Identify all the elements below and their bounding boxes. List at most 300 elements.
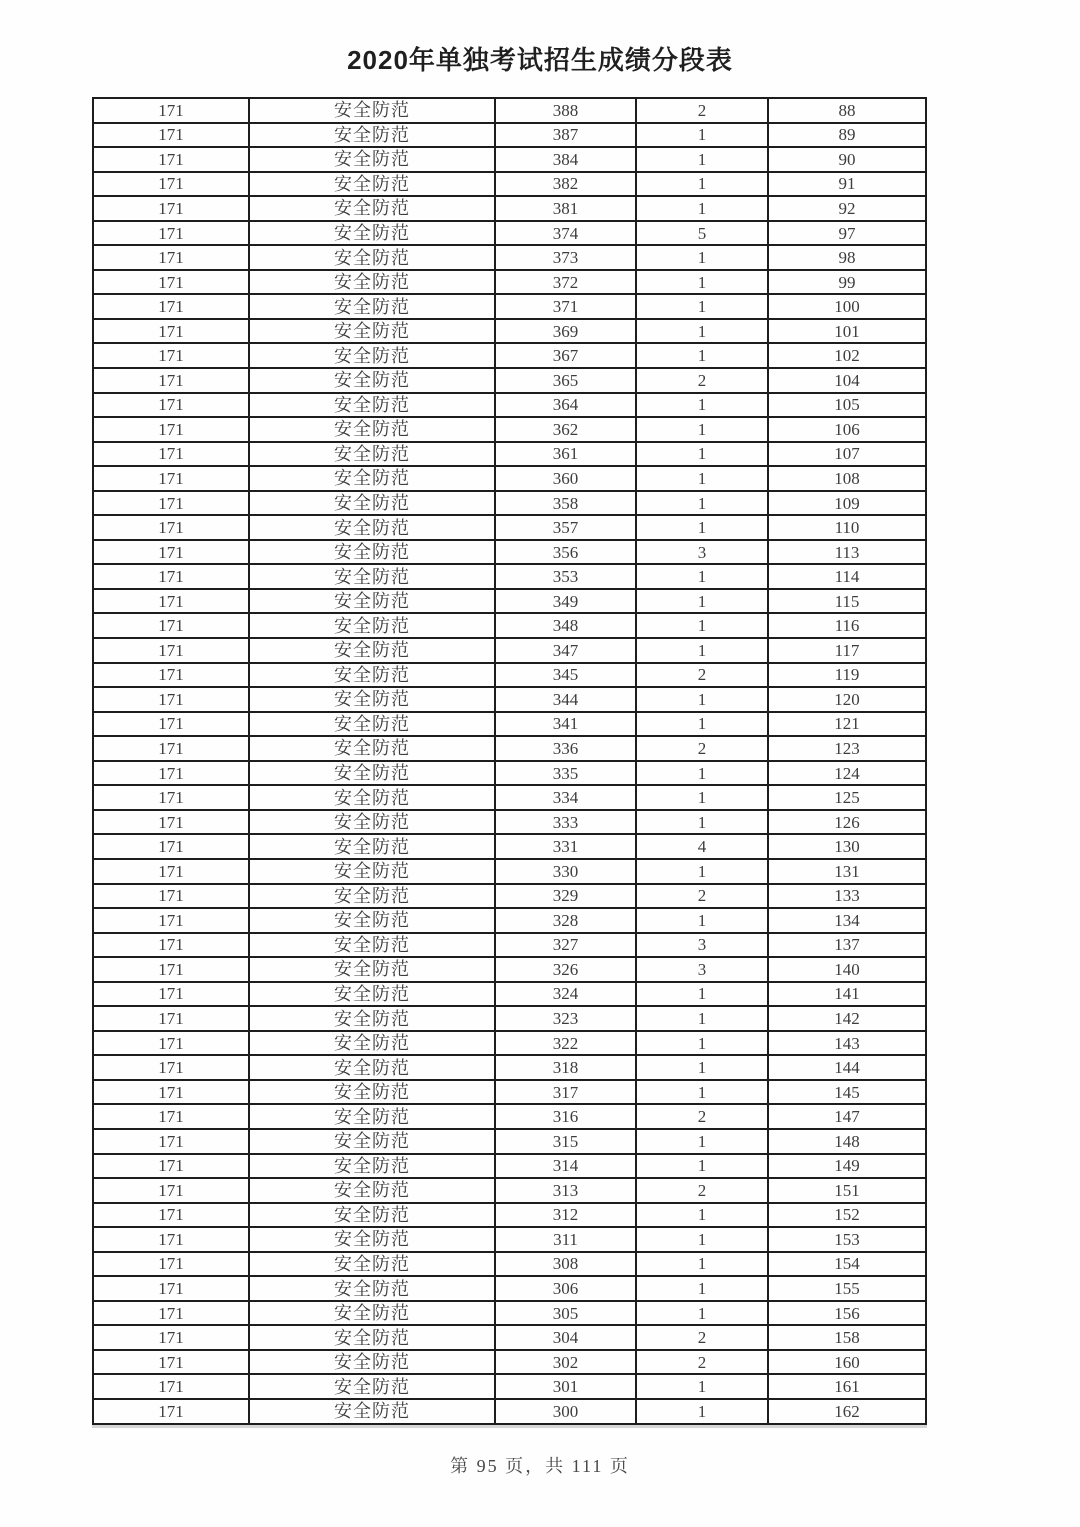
cell-code: 171	[93, 982, 249, 1007]
table-row	[93, 859, 926, 884]
cell-score: 331	[495, 834, 636, 859]
cell-cumulative: 89	[768, 123, 926, 148]
cell-major: 安全防范	[249, 933, 495, 958]
cell-cumulative: 97	[768, 221, 926, 246]
table-row	[93, 712, 926, 737]
cell-cumulative: 107	[768, 442, 926, 467]
cell-cumulative: 99	[768, 270, 926, 295]
cell-code: 171	[93, 687, 249, 712]
cell-cumulative: 153	[768, 1227, 926, 1252]
cell-code: 171	[93, 540, 249, 565]
cell-code: 171	[93, 1252, 249, 1277]
cell-code: 171	[93, 1374, 249, 1399]
cell-major: 安全防范	[249, 834, 495, 859]
cell-code: 171	[93, 294, 249, 319]
cell-score: 336	[495, 736, 636, 761]
cell-code: 171	[93, 1350, 249, 1375]
table-row	[93, 1276, 926, 1301]
cell-code: 171	[93, 933, 249, 958]
cell-major: 安全防范	[249, 1374, 495, 1399]
table-row	[93, 1374, 926, 1399]
cell-count: 1	[636, 147, 768, 172]
cell-major: 安全防范	[249, 908, 495, 933]
table-row	[93, 368, 926, 393]
cell-cumulative: 133	[768, 884, 926, 909]
cell-code: 171	[93, 589, 249, 614]
cell-code: 171	[93, 638, 249, 663]
cell-cumulative: 126	[768, 810, 926, 835]
cell-cumulative: 101	[768, 319, 926, 344]
cell-major: 安全防范	[249, 515, 495, 540]
cell-cumulative: 125	[768, 785, 926, 810]
cell-major: 安全防范	[249, 761, 495, 786]
cell-count: 1	[636, 1055, 768, 1080]
table-row	[93, 761, 926, 786]
cell-count: 1	[636, 638, 768, 663]
cell-score: 384	[495, 147, 636, 172]
cell-major: 安全防范	[249, 196, 495, 221]
cell-score: 344	[495, 687, 636, 712]
cell-major: 安全防范	[249, 638, 495, 663]
cell-count: 1	[636, 393, 768, 418]
cell-score: 371	[495, 294, 636, 319]
cell-score: 360	[495, 466, 636, 491]
cell-code: 171	[93, 319, 249, 344]
cell-count: 1	[636, 1227, 768, 1252]
table-row	[93, 515, 926, 540]
cell-count: 1	[636, 1301, 768, 1326]
cell-cumulative: 123	[768, 736, 926, 761]
cell-score: 361	[495, 442, 636, 467]
cell-cumulative: 88	[768, 98, 926, 123]
cell-count: 1	[636, 491, 768, 516]
cell-code: 171	[93, 1276, 249, 1301]
cell-cumulative: 131	[768, 859, 926, 884]
cell-count: 2	[636, 1325, 768, 1350]
table-row	[93, 417, 926, 442]
cell-score: 315	[495, 1129, 636, 1154]
cell-major: 安全防范	[249, 540, 495, 565]
table-row	[93, 687, 926, 712]
cell-major: 安全防范	[249, 687, 495, 712]
table-row	[93, 1325, 926, 1350]
table-row	[93, 319, 926, 344]
cell-score: 387	[495, 123, 636, 148]
table-row	[93, 1006, 926, 1031]
cell-count: 1	[636, 123, 768, 148]
cell-count: 1	[636, 1252, 768, 1277]
cell-code: 171	[93, 1203, 249, 1228]
cell-count: 1	[636, 1154, 768, 1179]
cell-score: 327	[495, 933, 636, 958]
cell-code: 171	[93, 1301, 249, 1326]
cell-code: 171	[93, 442, 249, 467]
cell-major: 安全防范	[249, 1203, 495, 1228]
cell-count: 2	[636, 98, 768, 123]
cell-score: 316	[495, 1104, 636, 1129]
cell-major: 安全防范	[249, 98, 495, 123]
cell-count: 1	[636, 712, 768, 737]
cell-count: 1	[636, 908, 768, 933]
cell-code: 171	[93, 515, 249, 540]
table-row	[93, 343, 926, 368]
cell-major: 安全防范	[249, 147, 495, 172]
cell-code: 171	[93, 343, 249, 368]
table-row	[93, 957, 926, 982]
cell-code: 171	[93, 147, 249, 172]
cell-score: 335	[495, 761, 636, 786]
cell-major: 安全防范	[249, 663, 495, 688]
cell-cumulative: 154	[768, 1252, 926, 1277]
table-row	[93, 810, 926, 835]
cell-count: 4	[636, 834, 768, 859]
table-row	[93, 908, 926, 933]
cell-major: 安全防范	[249, 294, 495, 319]
cell-score: 357	[495, 515, 636, 540]
cell-code: 171	[93, 834, 249, 859]
table-row	[93, 98, 926, 123]
cell-major: 安全防范	[249, 1154, 495, 1179]
cell-count: 2	[636, 368, 768, 393]
table-row	[93, 172, 926, 197]
cell-major: 安全防范	[249, 1104, 495, 1129]
cell-cumulative: 137	[768, 933, 926, 958]
cell-cumulative: 91	[768, 172, 926, 197]
cell-count: 1	[636, 982, 768, 1007]
cell-cumulative: 143	[768, 1031, 926, 1056]
cell-count: 1	[636, 1374, 768, 1399]
cell-code: 171	[93, 663, 249, 688]
cell-major: 安全防范	[249, 319, 495, 344]
score-table-body	[93, 98, 926, 1424]
cell-code: 171	[93, 957, 249, 982]
cell-cumulative: 119	[768, 663, 926, 688]
cell-major: 安全防范	[249, 1227, 495, 1252]
cell-count: 1	[636, 442, 768, 467]
cell-major: 安全防范	[249, 810, 495, 835]
cell-cumulative: 105	[768, 393, 926, 418]
cell-cumulative: 144	[768, 1055, 926, 1080]
table-row	[93, 982, 926, 1007]
cell-score: 347	[495, 638, 636, 663]
cell-cumulative: 106	[768, 417, 926, 442]
cell-count: 1	[636, 172, 768, 197]
cell-code: 171	[93, 270, 249, 295]
cell-score: 341	[495, 712, 636, 737]
table-row	[93, 393, 926, 418]
cell-count: 1	[636, 343, 768, 368]
table-row	[93, 147, 926, 172]
cell-cumulative: 155	[768, 1276, 926, 1301]
table-row	[93, 564, 926, 589]
cell-score: 349	[495, 589, 636, 614]
cell-code: 171	[93, 491, 249, 516]
cell-code: 171	[93, 466, 249, 491]
cell-score: 318	[495, 1055, 636, 1080]
cell-cumulative: 104	[768, 368, 926, 393]
cell-score: 312	[495, 1203, 636, 1228]
cell-cumulative: 134	[768, 908, 926, 933]
cell-cumulative: 92	[768, 196, 926, 221]
cell-count: 1	[636, 859, 768, 884]
cell-count: 1	[636, 1080, 768, 1105]
cell-major: 安全防范	[249, 393, 495, 418]
cell-score: 333	[495, 810, 636, 835]
cell-cumulative: 98	[768, 245, 926, 270]
cell-code: 171	[93, 1055, 249, 1080]
cell-score: 329	[495, 884, 636, 909]
cell-score: 314	[495, 1154, 636, 1179]
table-row	[93, 663, 926, 688]
cell-code: 171	[93, 1154, 249, 1179]
cell-code: 171	[93, 908, 249, 933]
cell-cumulative: 149	[768, 1154, 926, 1179]
cell-code: 171	[93, 1080, 249, 1105]
cell-score: 323	[495, 1006, 636, 1031]
cell-count: 1	[636, 564, 768, 589]
cell-code: 171	[93, 368, 249, 393]
cell-cumulative: 124	[768, 761, 926, 786]
cell-count: 1	[636, 319, 768, 344]
cell-cumulative: 152	[768, 1203, 926, 1228]
cell-major: 安全防范	[249, 1252, 495, 1277]
cell-score: 324	[495, 982, 636, 1007]
cell-code: 171	[93, 1399, 249, 1424]
cell-cumulative: 156	[768, 1301, 926, 1326]
table-row	[93, 834, 926, 859]
cell-code: 171	[93, 221, 249, 246]
cell-code: 171	[93, 564, 249, 589]
cell-score: 334	[495, 785, 636, 810]
cell-score: 302	[495, 1350, 636, 1375]
table-row	[93, 613, 926, 638]
cell-code: 171	[93, 1104, 249, 1129]
cell-major: 安全防范	[249, 491, 495, 516]
table-row	[93, 294, 926, 319]
cell-major: 安全防范	[249, 1276, 495, 1301]
cell-code: 171	[93, 417, 249, 442]
cell-score: 330	[495, 859, 636, 884]
cell-cumulative: 102	[768, 343, 926, 368]
cell-cumulative: 130	[768, 834, 926, 859]
cell-code: 171	[93, 712, 249, 737]
cell-code: 171	[93, 245, 249, 270]
cell-major: 安全防范	[249, 466, 495, 491]
table-row	[93, 933, 926, 958]
cell-major: 安全防范	[249, 368, 495, 393]
cell-major: 安全防范	[249, 270, 495, 295]
cell-major: 安全防范	[249, 343, 495, 368]
cell-cumulative: 161	[768, 1374, 926, 1399]
table-row	[93, 785, 926, 810]
cell-score: 369	[495, 319, 636, 344]
cell-score: 372	[495, 270, 636, 295]
cell-count: 1	[636, 1006, 768, 1031]
table-row	[93, 1301, 926, 1326]
table-row	[93, 589, 926, 614]
cell-cumulative: 141	[768, 982, 926, 1007]
cell-cumulative: 145	[768, 1080, 926, 1105]
cell-major: 安全防范	[249, 1301, 495, 1326]
cell-score: 345	[495, 663, 636, 688]
cell-major: 安全防范	[249, 1399, 495, 1424]
cell-count: 1	[636, 613, 768, 638]
cell-major: 安全防范	[249, 1129, 495, 1154]
cell-count: 1	[636, 245, 768, 270]
cell-cumulative: 120	[768, 687, 926, 712]
cell-count: 1	[636, 196, 768, 221]
table-row	[93, 736, 926, 761]
cell-cumulative: 162	[768, 1399, 926, 1424]
cell-score: 382	[495, 172, 636, 197]
cell-major: 安全防范	[249, 1350, 495, 1375]
cell-cumulative: 100	[768, 294, 926, 319]
cell-count: 1	[636, 1031, 768, 1056]
cell-code: 171	[93, 393, 249, 418]
cell-major: 安全防范	[249, 442, 495, 467]
cell-major: 安全防范	[249, 982, 495, 1007]
cell-score: 304	[495, 1325, 636, 1350]
cell-code: 171	[93, 1006, 249, 1031]
cell-major: 安全防范	[249, 1006, 495, 1031]
cell-count: 1	[636, 1203, 768, 1228]
table-row	[93, 491, 926, 516]
cell-count: 1	[636, 785, 768, 810]
table-row	[93, 638, 926, 663]
cell-code: 171	[93, 123, 249, 148]
cell-count: 1	[636, 687, 768, 712]
cell-score: 306	[495, 1276, 636, 1301]
cell-count: 2	[636, 736, 768, 761]
cell-cumulative: 121	[768, 712, 926, 737]
cell-score: 353	[495, 564, 636, 589]
cell-code: 171	[93, 810, 249, 835]
table-row	[93, 1080, 926, 1105]
cell-cumulative: 160	[768, 1350, 926, 1375]
cell-code: 171	[93, 196, 249, 221]
cell-major: 安全防范	[249, 221, 495, 246]
page-title: 2020年单独考试招生成绩分段表	[347, 45, 733, 75]
table-row	[93, 221, 926, 246]
cell-score: 322	[495, 1031, 636, 1056]
cell-code: 171	[93, 785, 249, 810]
cell-count: 1	[636, 1399, 768, 1424]
cell-major: 安全防范	[249, 245, 495, 270]
cell-count: 1	[636, 417, 768, 442]
table-row	[93, 245, 926, 270]
cell-score: 326	[495, 957, 636, 982]
cell-score: 364	[495, 393, 636, 418]
table-row	[93, 123, 926, 148]
cell-major: 安全防范	[249, 884, 495, 909]
cell-cumulative: 116	[768, 613, 926, 638]
cell-cumulative: 90	[768, 147, 926, 172]
cell-major: 安全防范	[249, 172, 495, 197]
cell-score: 348	[495, 613, 636, 638]
cell-count: 3	[636, 933, 768, 958]
cell-count: 5	[636, 221, 768, 246]
cell-code: 171	[93, 1325, 249, 1350]
cell-cumulative: 158	[768, 1325, 926, 1350]
cell-count: 1	[636, 515, 768, 540]
cell-cumulative: 113	[768, 540, 926, 565]
cell-count: 1	[636, 466, 768, 491]
cell-major: 安全防范	[249, 613, 495, 638]
cell-count: 1	[636, 294, 768, 319]
table-row	[93, 1104, 926, 1129]
page-footer: 第 95 页，共 111 页	[450, 1456, 630, 1476]
cell-score: 308	[495, 1252, 636, 1277]
cell-code: 171	[93, 859, 249, 884]
cell-count: 2	[636, 663, 768, 688]
cell-cumulative: 148	[768, 1129, 926, 1154]
table-row	[93, 1227, 926, 1252]
table-row	[93, 540, 926, 565]
cell-count: 2	[636, 884, 768, 909]
cell-score: 381	[495, 196, 636, 221]
cell-cumulative: 140	[768, 957, 926, 982]
cell-major: 安全防范	[249, 736, 495, 761]
cell-code: 171	[93, 172, 249, 197]
table-row	[93, 196, 926, 221]
cell-cumulative: 109	[768, 491, 926, 516]
cell-score: 313	[495, 1178, 636, 1203]
cell-major: 安全防范	[249, 957, 495, 982]
cell-major: 安全防范	[249, 1178, 495, 1203]
cell-cumulative: 147	[768, 1104, 926, 1129]
cell-major: 安全防范	[249, 1325, 495, 1350]
cell-count: 3	[636, 540, 768, 565]
cell-count: 1	[636, 810, 768, 835]
cell-cumulative: 114	[768, 564, 926, 589]
cell-score: 362	[495, 417, 636, 442]
cell-code: 171	[93, 1227, 249, 1252]
cell-cumulative: 115	[768, 589, 926, 614]
cell-score: 305	[495, 1301, 636, 1326]
cell-major: 安全防范	[249, 564, 495, 589]
cell-major: 安全防范	[249, 1031, 495, 1056]
table-row	[93, 1203, 926, 1228]
cell-code: 171	[93, 884, 249, 909]
cell-count: 2	[636, 1104, 768, 1129]
cell-score: 356	[495, 540, 636, 565]
cell-code: 171	[93, 1129, 249, 1154]
cell-score: 301	[495, 1374, 636, 1399]
cell-cumulative: 117	[768, 638, 926, 663]
table-row	[93, 1178, 926, 1203]
cell-code: 171	[93, 1178, 249, 1203]
cell-major: 安全防范	[249, 712, 495, 737]
cell-major: 安全防范	[249, 1055, 495, 1080]
cell-code: 171	[93, 761, 249, 786]
cell-score: 367	[495, 343, 636, 368]
cell-cumulative: 108	[768, 466, 926, 491]
cell-cumulative: 110	[768, 515, 926, 540]
cell-cumulative: 142	[768, 1006, 926, 1031]
cell-score: 328	[495, 908, 636, 933]
cell-major: 安全防范	[249, 589, 495, 614]
cell-score: 365	[495, 368, 636, 393]
cell-score: 374	[495, 221, 636, 246]
cell-count: 2	[636, 1178, 768, 1203]
cell-count: 3	[636, 957, 768, 982]
cell-score: 300	[495, 1399, 636, 1424]
table-row	[93, 270, 926, 295]
table-row	[93, 1055, 926, 1080]
cell-score: 317	[495, 1080, 636, 1105]
table-row	[93, 1129, 926, 1154]
cell-code: 171	[93, 613, 249, 638]
